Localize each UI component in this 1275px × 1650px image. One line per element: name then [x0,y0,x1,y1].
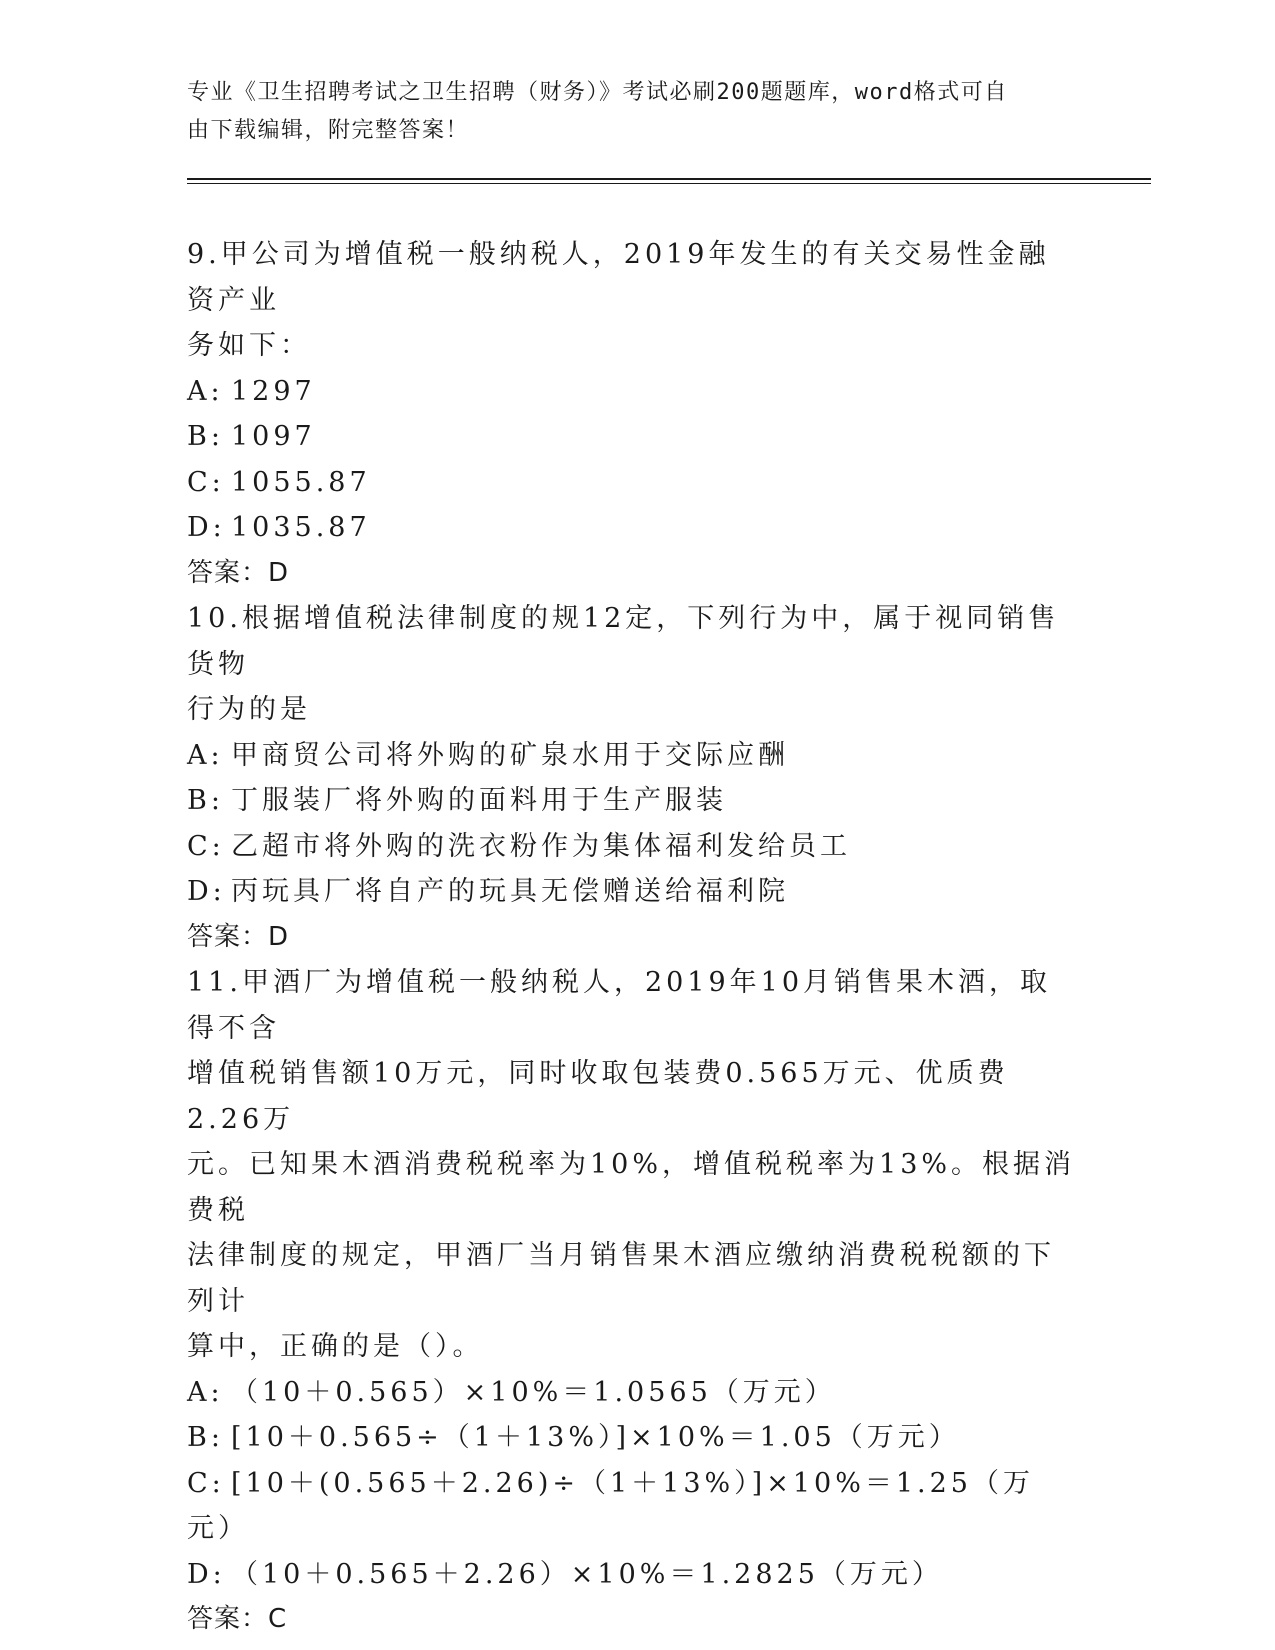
option-a [187,369,1077,415]
option-text: 乙超市将外购的洗衣粉作为集体福利发给员工 [231,830,851,862]
option-label: B: [187,1422,224,1453]
option-d [187,869,1077,915]
option-a [187,1370,1077,1416]
option-text: 丁服装厂将外购的面料用于生产服装 [231,785,727,816]
option-c [187,460,1077,506]
option-text: 甲商贸公司将外购的矿泉水用于交际应酬 [231,739,789,771]
option-text: 1297 [231,375,316,407]
document-header [187,74,1067,150]
question-stem: 元。已知果木酒消费税税率为10%，增值税税率为13%。根据消费税 [187,1149,1076,1226]
option-text: （10＋0.565＋2.26）×10%＝1.2825（万元） [231,1558,943,1590]
option-text: 1097 [231,421,316,452]
option-b [187,1415,1077,1461]
question-10 [187,596,1077,960]
option-text: 1055.87 [231,466,371,498]
option-a [187,733,1077,779]
answer-text: 答案：C [187,1604,288,1634]
question-stem: 行为的是 [187,694,311,725]
option-label: A: [187,1376,224,1408]
question-stem: 9.甲公司为增值税一般纳税人，2019年发生的有关交易性金融资产业 [187,239,1050,316]
answer-text: 答案：D [187,557,290,588]
option-label: C: [187,466,225,498]
option-b [187,778,1077,824]
option-text: 丙玩具厂将自产的玩具无偿赠送给福利院 [231,876,789,907]
option-label: D: [187,876,226,907]
option-b [187,414,1077,460]
option-d [187,1552,1077,1598]
option-text: [10＋0.565÷（1＋13%）]×10%＝1.05（万元） [231,1422,960,1453]
question-9 [187,232,1077,596]
question-stem: 增值税销售额10万元，同时收取包装费0.565万元、优质费2.26万 [187,1058,1009,1135]
question-11 [187,960,1077,1643]
option-label: B: [187,421,224,452]
option-d [187,505,1077,551]
option-label: D: [187,512,226,543]
option-c [187,824,1077,870]
option-label: B: [187,785,224,816]
header-divider [187,178,1151,184]
header-line: 专业《卫生招聘考试之卫生招聘（财务）》考试必刷200题题库，word格式可自 [187,80,1008,105]
question-stem: 算中，正确的是（）。 [187,1331,484,1362]
option-label: D: [187,1558,226,1590]
answer-text: 答案：D [187,921,290,952]
option-label: A: [187,375,224,407]
question-stem: 务如下： [187,330,311,361]
option-text: （10＋0.565）×10%＝1.0565（万元） [231,1376,836,1408]
option-label: A: [187,739,224,771]
question-stem: 法律制度的规定，甲酒厂当月销售果木酒应缴纳消费税税额的下列计 [187,1240,1055,1317]
question-stem: 10.根据增值税法律制度的规12定，下列行为中，属于视同销售货物 [187,603,1060,680]
option-text: [10＋(0.565＋2.26)÷（1＋13%）]×10%＝1.25（万元） [187,1467,1034,1544]
question-stem: 11.甲酒厂为增值税一般纳税人，2019年10月销售果木酒，取得不含 [187,967,1052,1044]
option-label: C: [187,830,225,862]
option-c [187,1461,1077,1552]
header-line: 由下载编辑，附完整答案！ [187,118,470,143]
option-text: 1035.87 [231,512,371,543]
option-label: C: [187,1467,225,1499]
